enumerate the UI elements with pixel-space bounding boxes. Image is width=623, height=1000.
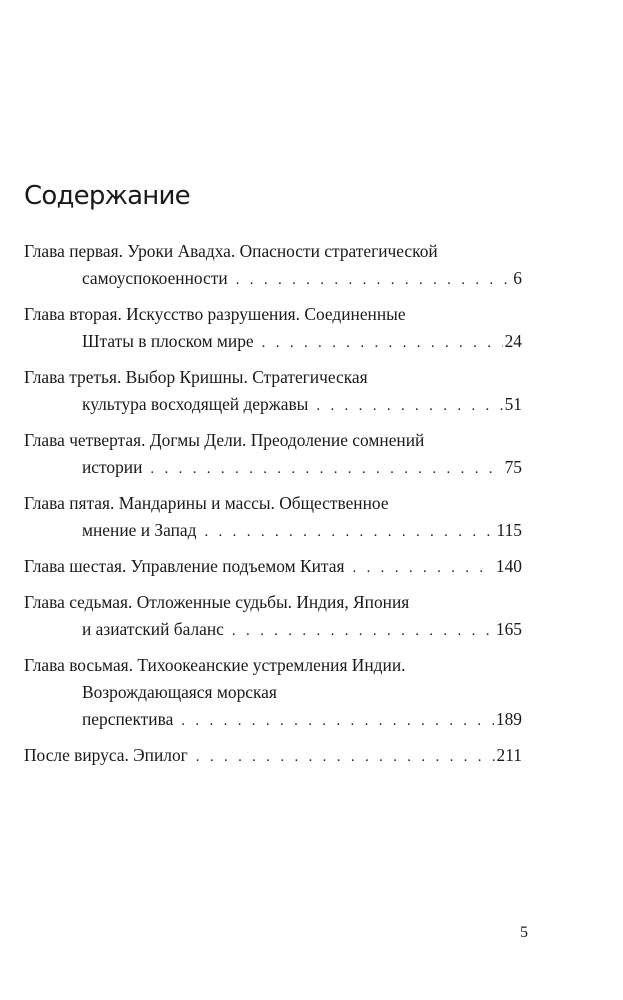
dot-leader [181,708,494,735]
toc-entry-title: Глава вторая. Искусство разрушения. Соединенные [24,304,406,324]
toc-entry-chapter-4[interactable] [24,427,522,483]
toc-page-number: 6 [513,268,522,288]
toc-entry-title: Штаты в плоском мире [82,331,254,351]
toc-entry-title: Глава третья. Выбор Кришны. Стратегическая [24,367,368,387]
toc-entry-title: После вируса. Эпилог [24,745,188,765]
toc-list [24,238,522,778]
toc-heading: Содержание [24,181,190,211]
toc-entry-epilogue[interactable] [24,742,522,771]
dot-leader [204,519,494,546]
page-number: 5 [520,924,528,941]
toc-entry-last-line [24,328,522,357]
toc-entry-title: мнение и Запад [82,520,197,540]
dot-leader [316,393,502,420]
dot-leader [236,267,512,294]
toc-entry-last-line [24,616,522,645]
toc-entry-chapter-7[interactable] [24,589,522,645]
toc-page-number: 115 [496,520,522,540]
toc-page-number: 189 [495,709,522,729]
toc-entry-last-line [24,553,522,582]
toc-entry-title: Возрождающаяся морская [82,682,277,702]
toc-page-number: 51 [504,394,522,414]
toc-entry-title: Глава пятая. Мандарины и массы. Общественное [24,493,389,513]
toc-entry-chapter-1[interactable] [24,238,522,294]
toc-entry-title: истории [82,457,143,477]
toc-entry-title: перспектива [82,709,174,729]
dot-leader [150,456,502,483]
toc-entry-chapter-5[interactable] [24,490,522,546]
toc-entry-last-line [24,265,522,294]
toc-entry-last-line [24,391,522,420]
toc-entry-title: Глава шестая. Управление подъемом Китая [24,556,345,576]
toc-entry-last-line [24,742,522,771]
toc-page-number: 75 [504,457,522,477]
toc-entry-title: Глава восьмая. Тихоокеанские устремления Индии. [24,655,406,675]
toc-entry-last-line [24,517,522,546]
toc-page-number: 140 [495,556,522,576]
toc-page-number: 24 [504,331,522,351]
toc-page-number: 165 [495,619,522,639]
toc-entry-chapter-6[interactable] [24,553,522,582]
toc-entry-last-line [24,454,522,483]
toc-entry-title: Глава первая. Уроки Авадха. Опасности стратегической [24,241,438,261]
toc-entry-title: Глава седьмая. Отложенные судьбы. Индия, Япония [24,592,410,612]
toc-entry-title: и азиатский баланс [82,619,224,639]
toc-entry-chapter-8[interactable] [24,652,522,735]
toc-entry-title: Глава четвертая. Догмы Дели. Преодоление сомнений [24,430,425,450]
toc-entry-title: культура восходящей державы [82,394,309,414]
dot-leader [232,618,494,645]
dot-leader [352,555,493,582]
toc-entry-last-line [24,706,522,735]
toc-entry-title: самоуспокоенности [82,268,228,288]
toc-page-number: 211 [496,745,522,765]
toc-entry-chapter-2[interactable] [24,301,522,357]
dot-leader [262,330,503,357]
dot-leader [196,744,495,771]
toc-entry-chapter-3[interactable] [24,364,522,420]
